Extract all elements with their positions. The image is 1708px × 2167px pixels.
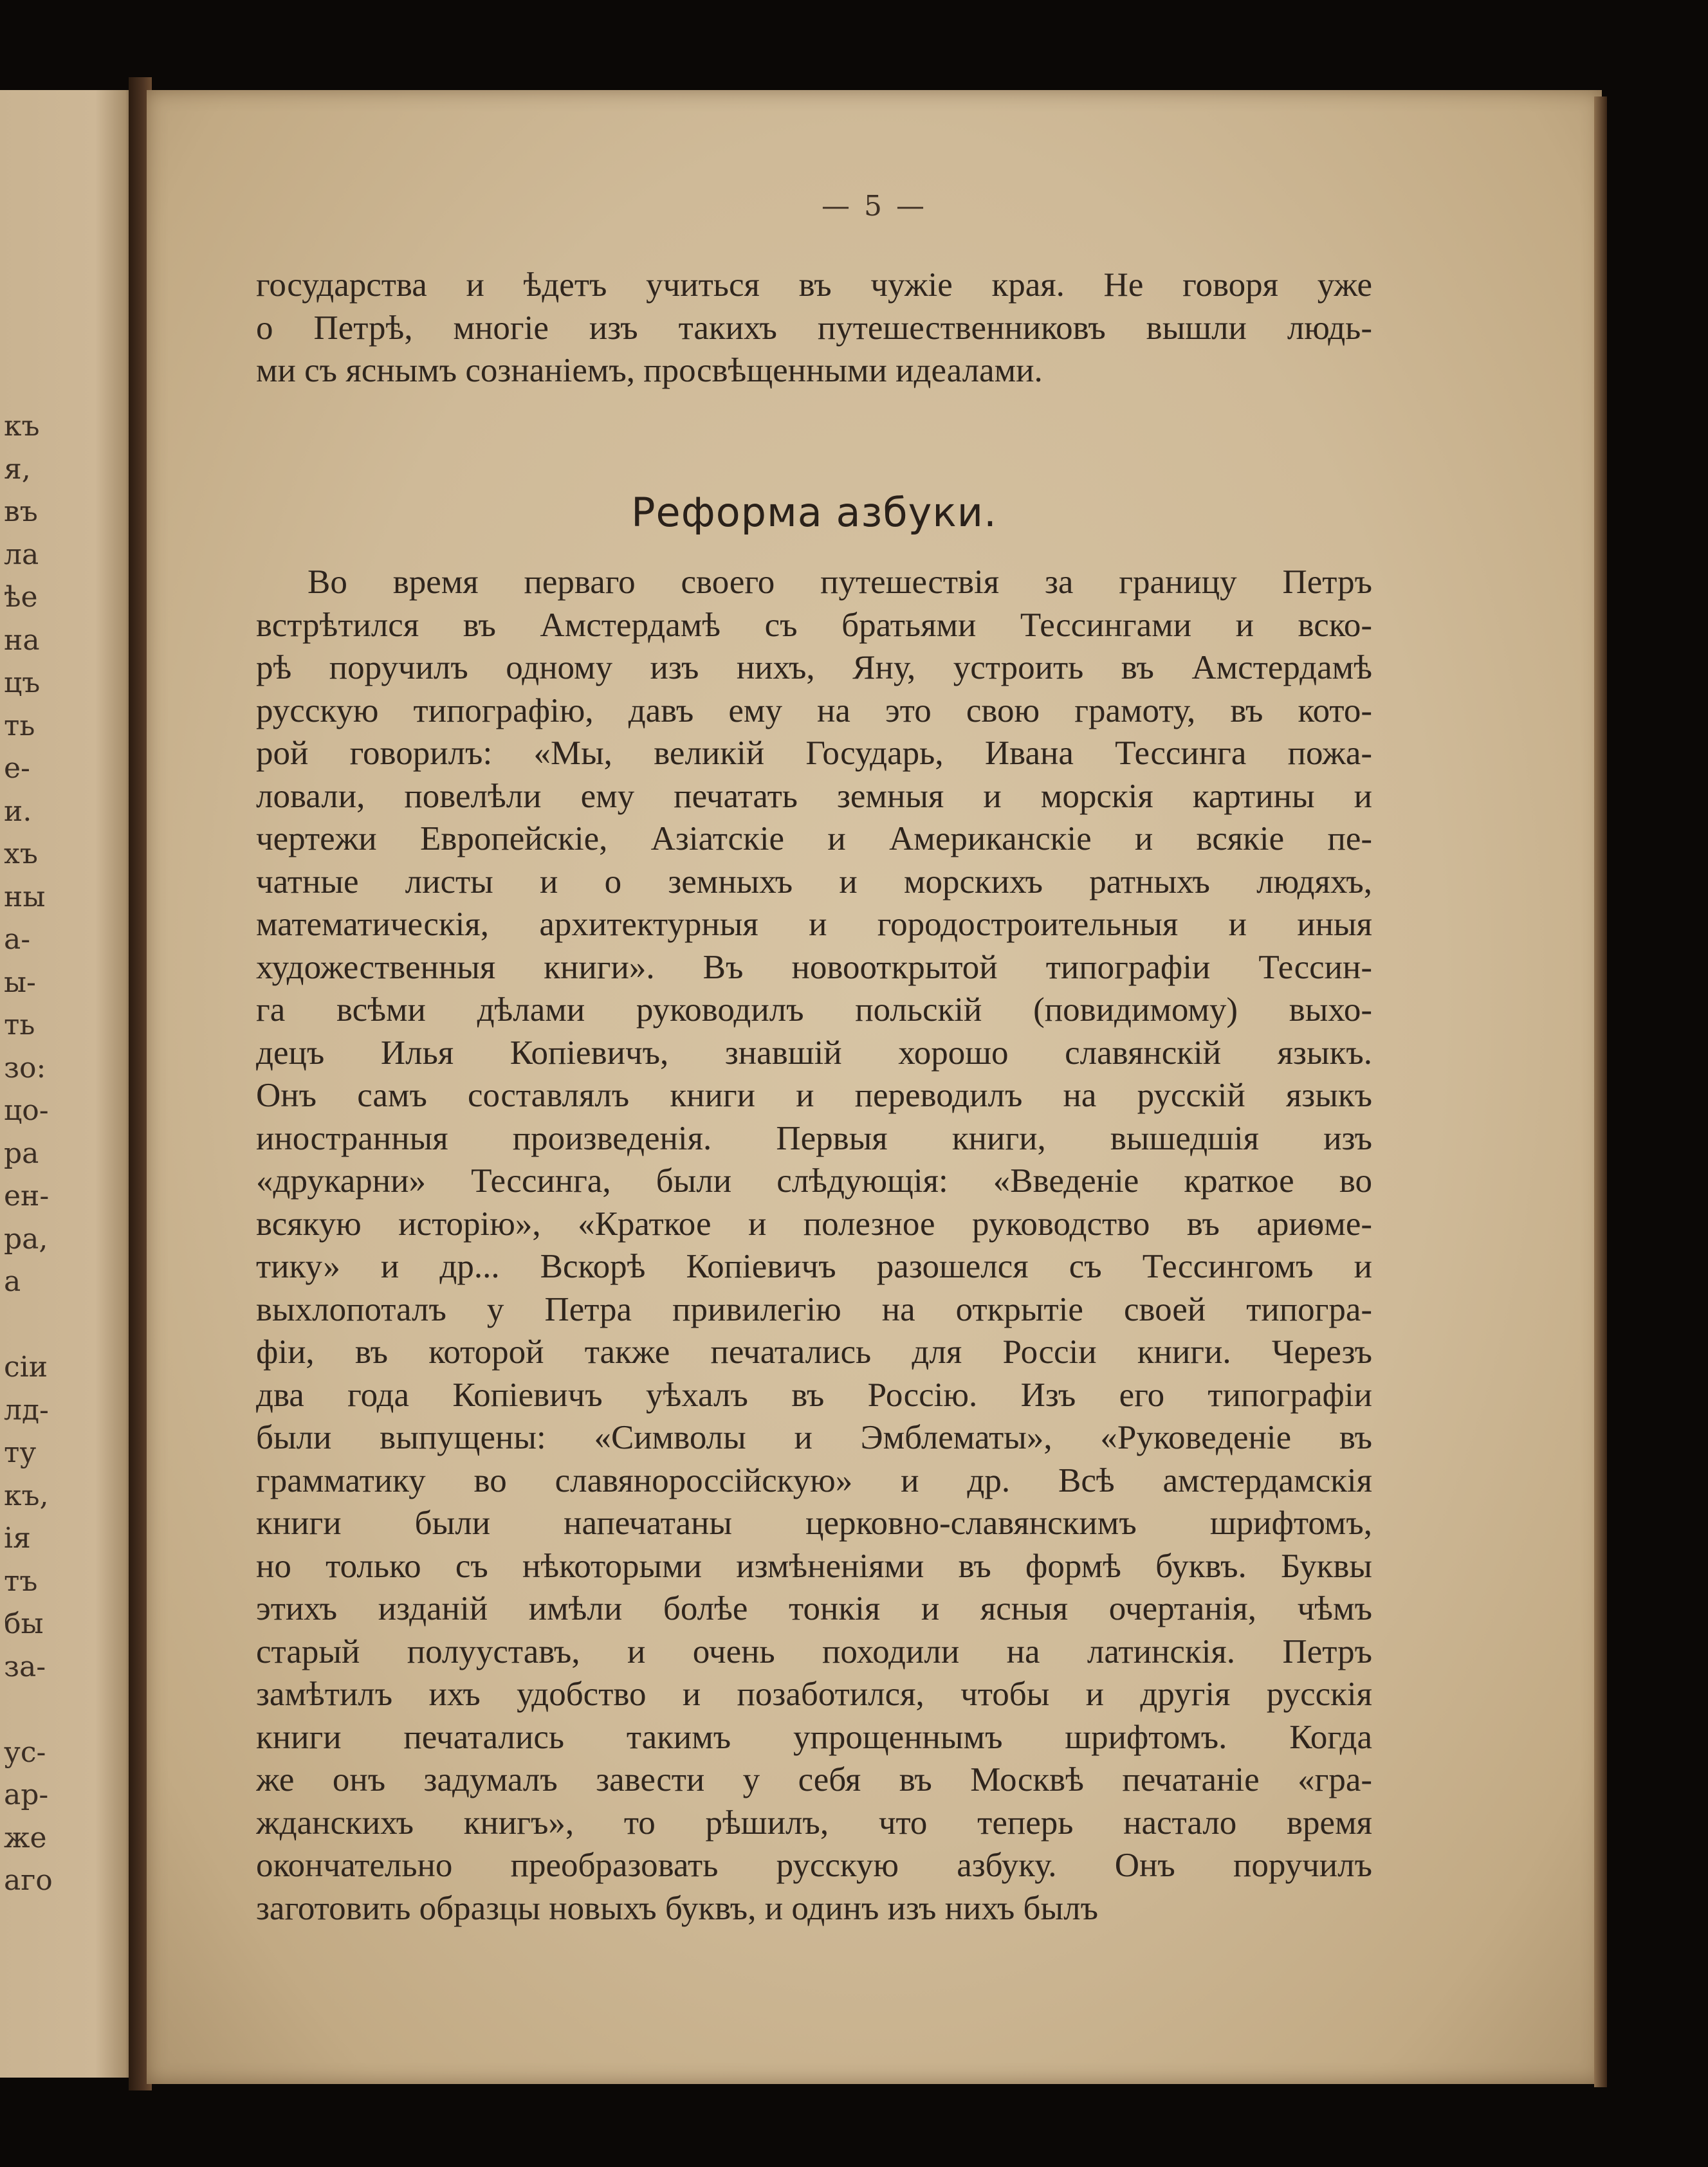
text-line: этихъ изданій имѣли болѣе тонкія и ясныя очертанія, чѣмъ (256, 1590, 1372, 1627)
left-page-edge (0, 90, 136, 2078)
text-line: но только съ нѣкоторыми измѣненіями въ формѣ буквъ. Буквы (256, 1547, 1372, 1585)
section-heading: Реформа азбуки. (631, 489, 997, 536)
left-page-fragment: я, (4, 452, 31, 486)
left-page-fragment: въ (4, 495, 38, 528)
left-page-fragment: е- (4, 752, 30, 785)
text-line: русскую типографію, давъ ему на это свою грамоту, въ кото- (256, 691, 1372, 729)
left-page-fragment: и. (4, 794, 32, 828)
left-page-fragment: ту (4, 1436, 37, 1469)
left-page-fragment: за- (4, 1650, 46, 1683)
text-line: ловали, повелѣли ему печатать земныя и морскія картины и (256, 777, 1372, 815)
left-page-fragment: цъ (4, 666, 41, 699)
left-page-fragment: цо- (4, 1094, 49, 1127)
text-line: чатные листы и о земныхъ и морскихъ ратныхъ людяхъ, (256, 863, 1372, 901)
left-page-fragment: ть (4, 1009, 35, 1041)
left-page-fragment: ар- (4, 1778, 49, 1811)
page-edge-right (1594, 96, 1607, 2087)
text-line: окончательно преобразовать русскую азбуку. Онъ поручилъ (256, 1847, 1372, 1884)
left-page-fragment: ен- (4, 1180, 50, 1212)
text-line: книги печатались такимъ упрощеннымъ шрифтомъ. Когда (256, 1718, 1372, 1756)
left-page-fragment: лд- (4, 1393, 49, 1427)
text-line: грамматику во славянороссійскую» и др. Всѣ амстердамскія (256, 1461, 1372, 1499)
left-page-fragment: зо: (4, 1051, 46, 1084)
left-page-fragment: къ, (4, 1479, 49, 1512)
text-line: встрѣтился въ Амстердамѣ съ братьями Тессингами и вско- (256, 606, 1372, 644)
left-page-fragment: ла (4, 538, 39, 571)
text-line: всякую исторію», «Краткое и полезное руководство въ ариѳме- (256, 1205, 1372, 1243)
text-line: жданскихъ книгъ», то рѣшилъ, что теперь настало время (256, 1804, 1372, 1842)
left-page-fragment: ія (4, 1522, 31, 1555)
book-page (147, 90, 1602, 2084)
left-page-fragment: ны (4, 880, 46, 913)
text-line: замѣтилъ ихъ удобство и позаботился, чтобы и другія русскія (256, 1676, 1372, 1713)
text-line: иностранныя произведенія. Первыя книги, вышедшія изъ (256, 1119, 1372, 1157)
text-line: математическія, архитектурныя и городостроительныя и иныя (256, 906, 1372, 943)
body-paragraph (256, 561, 1372, 1930)
text-line: чертежи Европейскіе, Азіатскіе и Американскіе и всякіе пе- (256, 820, 1372, 857)
text-line: книги были напечатаны церковно-славянскимъ шрифтомъ, (256, 1504, 1372, 1542)
text-line: художественныя книги». Въ новооткрытой типографіи Тессин- (256, 948, 1372, 986)
text-line: «друкарни» Тессинга, были слѣдующія: «Введеніе краткое во (256, 1162, 1372, 1200)
left-page-fragment: сіи (4, 1351, 48, 1384)
text-line: децъ Илья Копіевичъ, знавшій хорошо славянскій языкъ. (256, 1034, 1372, 1072)
text-line: заготовить образцы новыхъ буквъ, и одинъ изъ нихъ былъ (256, 1889, 1098, 1927)
left-page-fragment: ра (4, 1137, 39, 1170)
text-line: фіи, въ которой также печатались для Россіи книги. Черезъ (256, 1333, 1372, 1371)
left-page-fragment: аго (4, 1864, 53, 1897)
left-page-fragment: ѣе (4, 581, 38, 614)
text-line: Онъ самъ составлялъ книги и переводилъ на русскій языкъ (256, 1077, 1372, 1114)
page-number: — 5 — (822, 190, 927, 223)
text-line: выхлопоталъ у Петра привилегію на открытіе своей типогра- (256, 1290, 1372, 1328)
text-line: рѣ поручилъ одному изъ нихъ, Яну, устроить въ Амстердамѣ (256, 649, 1372, 686)
left-page-fragment: ы- (4, 965, 36, 999)
left-page-fragment: ть (4, 709, 35, 742)
left-page-fragment: тъ (4, 1564, 38, 1598)
left-page-fragment: на (4, 623, 40, 657)
left-page-fragment: а- (4, 923, 31, 956)
left-page-fragment: же (4, 1821, 47, 1854)
text-line: государства и ѣдетъ учиться въ чужіе края. Не говоря уже (256, 266, 1372, 304)
text-line: ми съ яснымъ сознаніемъ, просвѣщенными идеалами. (256, 352, 1043, 389)
left-page-fragment: бы (4, 1607, 44, 1640)
left-page-fragment: къ (4, 410, 40, 443)
text-line: старый полууставъ, и очень походили на латинскія. Петръ (256, 1632, 1372, 1670)
text-line: га всѣми дѣлами руководилъ польскій (повидимому) выхо- (256, 991, 1372, 1029)
text-line: два года Копіевичъ уѣхалъ въ Россію. Изъ его типографіи (256, 1376, 1372, 1414)
intro-paragraph (256, 264, 1372, 392)
left-page-fragment: а (4, 1265, 21, 1298)
left-page-fragment: хъ (4, 837, 38, 870)
text-line: тику» и др... Вскорѣ Копіевичъ разошелся съ Тессингомъ и (256, 1248, 1372, 1285)
text-line: Во время перваго своего путешествія за границу Петръ (308, 563, 1372, 601)
text-line: были выпущены: «Символы и Эмблематы», «Руковеденіе въ (256, 1419, 1372, 1456)
text-line: же онъ задумалъ завести у себя въ Москвѣ печатаніе «гра- (256, 1761, 1372, 1798)
text-line: о Петрѣ, многіе изъ такихъ путешественниковъ вышли людь- (256, 309, 1372, 347)
left-page-fragment: ра, (4, 1222, 48, 1256)
text-line: рой говорилъ: «Мы, великій Государь, Ивана Тессинга пожа- (256, 735, 1372, 772)
left-page-fragment: ус- (4, 1735, 46, 1769)
